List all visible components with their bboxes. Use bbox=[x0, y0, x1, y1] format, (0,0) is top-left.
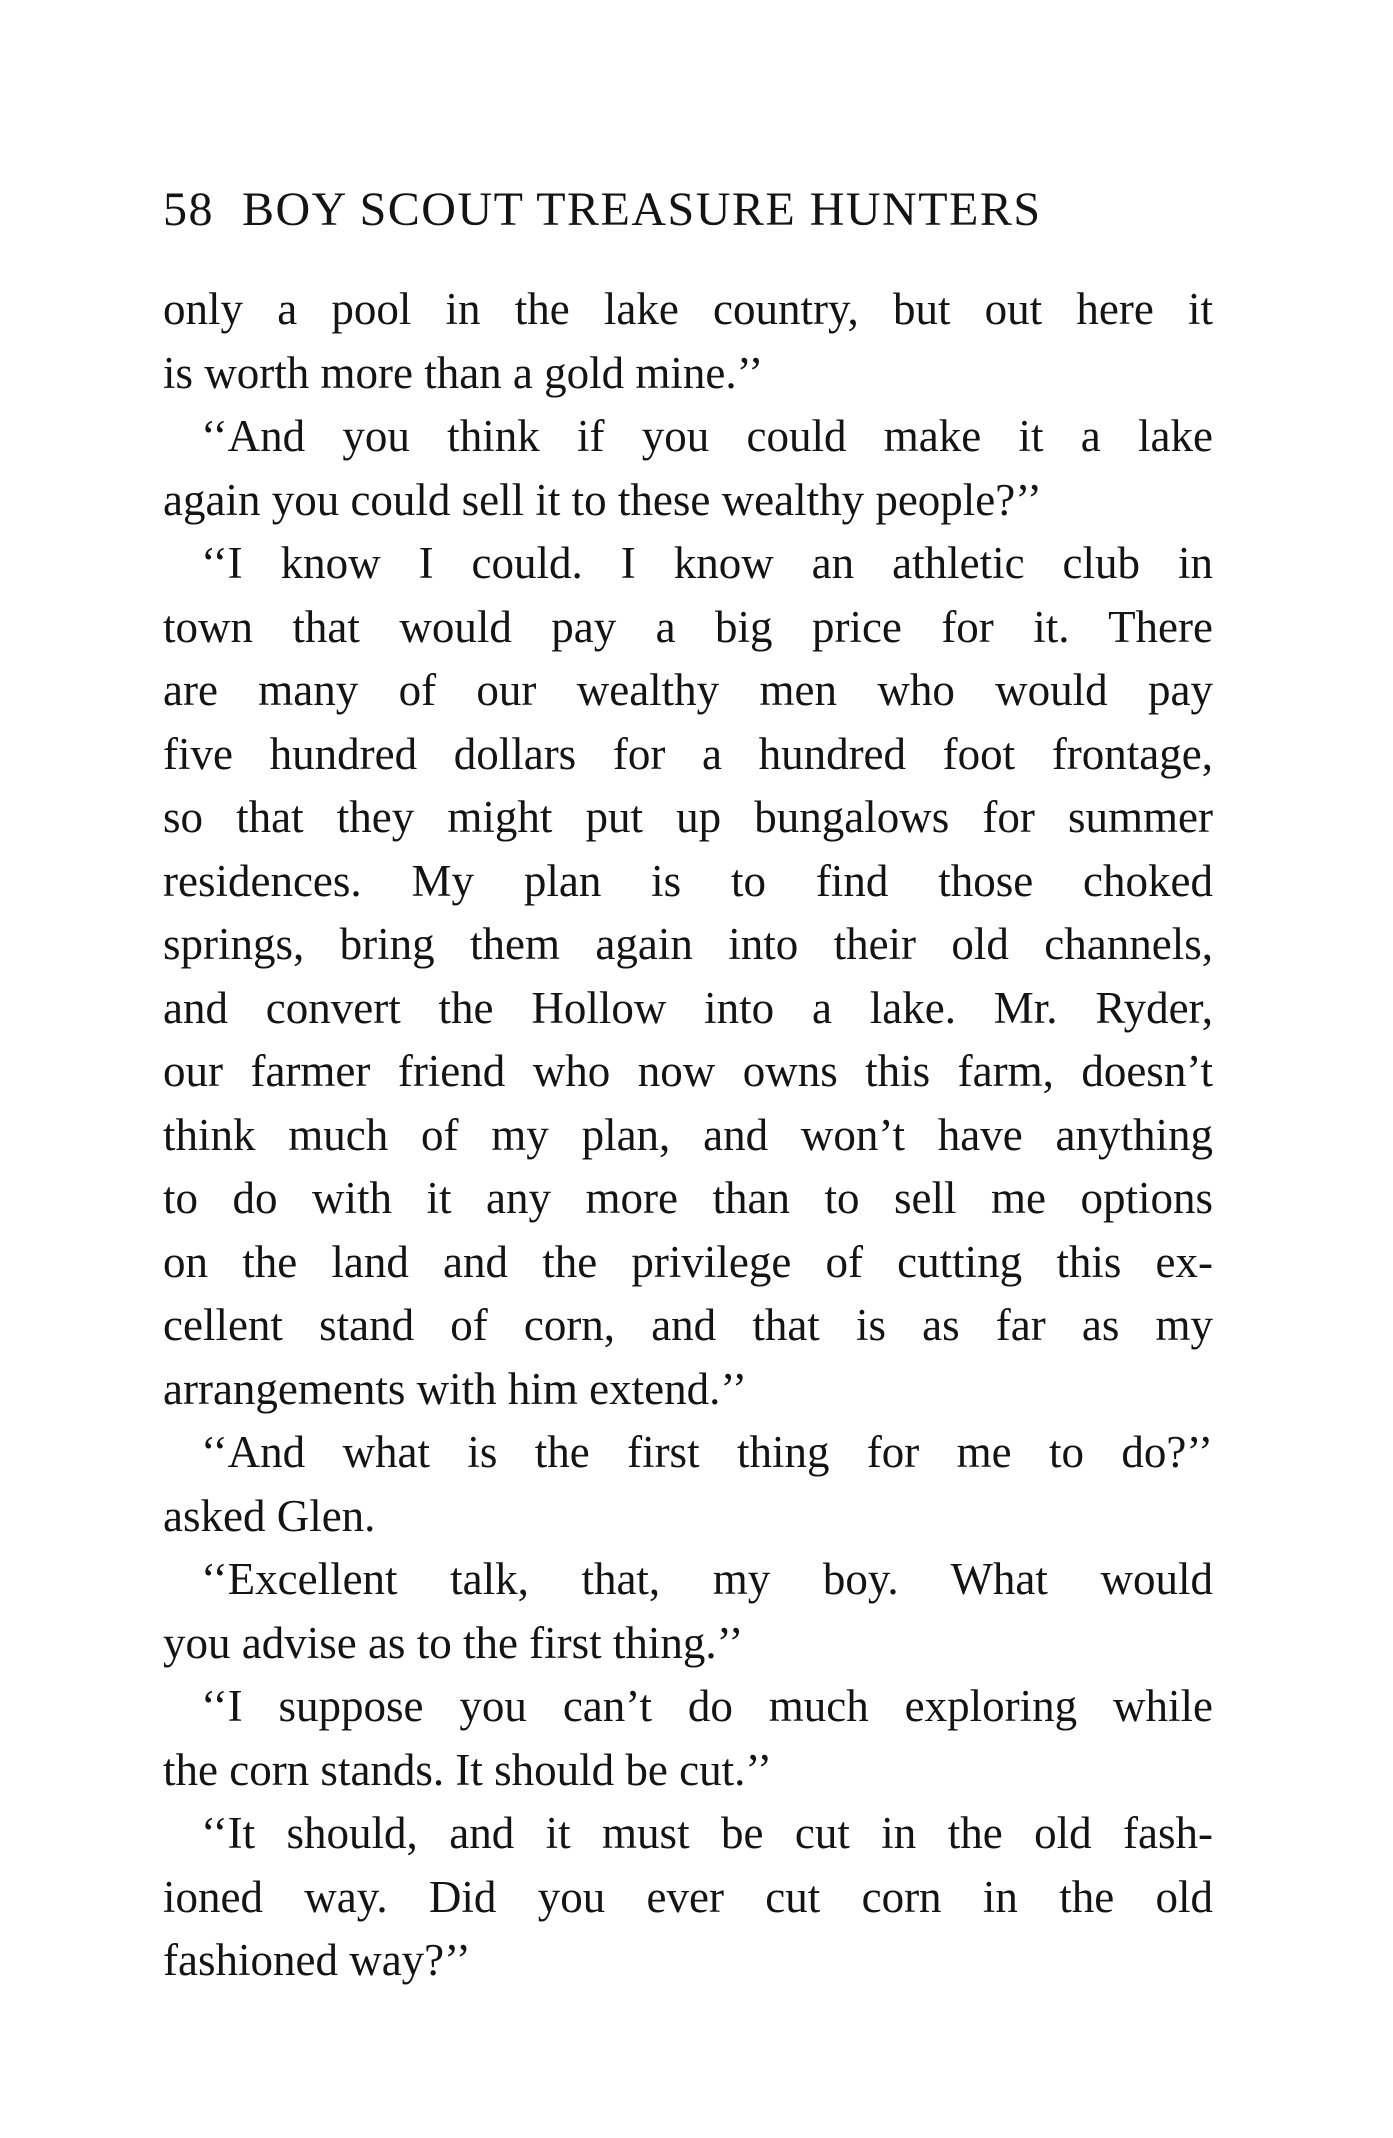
text-line: the corn stands. It should be cut.’’ bbox=[163, 1744, 773, 1795]
text-line: asked Glen. bbox=[163, 1490, 376, 1541]
text-line: are many of our wealthy men who would pay bbox=[163, 665, 1213, 715]
text-line: ‘‘I suppose you can’t do much exploring while bbox=[201, 1681, 1213, 1731]
text-line: fashioned way?’’ bbox=[163, 1935, 471, 1985]
text-line: five hundred dollars for a hundred foot frontage, bbox=[163, 728, 1213, 779]
page-number: 58 bbox=[163, 183, 214, 236]
running-head bbox=[163, 178, 1213, 242]
text-line: and convert the Hollow into a lake. Mr. Ryder, bbox=[163, 982, 1213, 1033]
text-line: cellent stand of corn, and that is as far as my bbox=[163, 1300, 1213, 1350]
text-line: think much of my plan, and won’t have anything bbox=[163, 1109, 1213, 1160]
text-line: ‘‘And what is the first thing for me to do?’’ bbox=[201, 1427, 1213, 1477]
text-line: so that they might put up bungalows for summer bbox=[163, 792, 1213, 842]
text-line: you advise as to the first thing.’’ bbox=[163, 1617, 744, 1668]
text-line: to do with it any more than to sell me options bbox=[163, 1173, 1213, 1223]
text-line: our farmer friend who now owns this farm, doesn’t bbox=[163, 1046, 1213, 1096]
body-text bbox=[163, 278, 1213, 1993]
text-line: ioned way. Did you ever cut corn in the old bbox=[163, 1871, 1213, 1922]
running-title: BOY SCOUT TREASURE HUNTERS bbox=[242, 183, 1042, 236]
text-line: town that would pay a big price for it. There bbox=[163, 601, 1213, 652]
text-line: again you could sell it to these wealthy people?’’ bbox=[163, 474, 1042, 525]
text-line: ‘‘Excellent talk, that, my boy. What would bbox=[201, 1554, 1213, 1604]
text-line: is worth more than a gold mine.’’ bbox=[163, 347, 764, 398]
text-line: on the land and the privilege of cutting this ex- bbox=[163, 1236, 1213, 1287]
text-line: residences. My plan is to find those choked bbox=[163, 855, 1213, 906]
text-line: springs, bring them again into their old channels, bbox=[163, 919, 1213, 969]
text-line: ‘‘And you think if you could make it a lake bbox=[201, 411, 1213, 461]
text-line: arrangements with him extend.’’ bbox=[163, 1363, 747, 1414]
text-line: only a pool in the lake country, but out here it bbox=[163, 284, 1213, 334]
text-line: ‘‘It should, and it must be cut in the old fash- bbox=[201, 1808, 1213, 1858]
text-line: ‘‘I know I could. I know an athletic club in bbox=[201, 538, 1213, 588]
